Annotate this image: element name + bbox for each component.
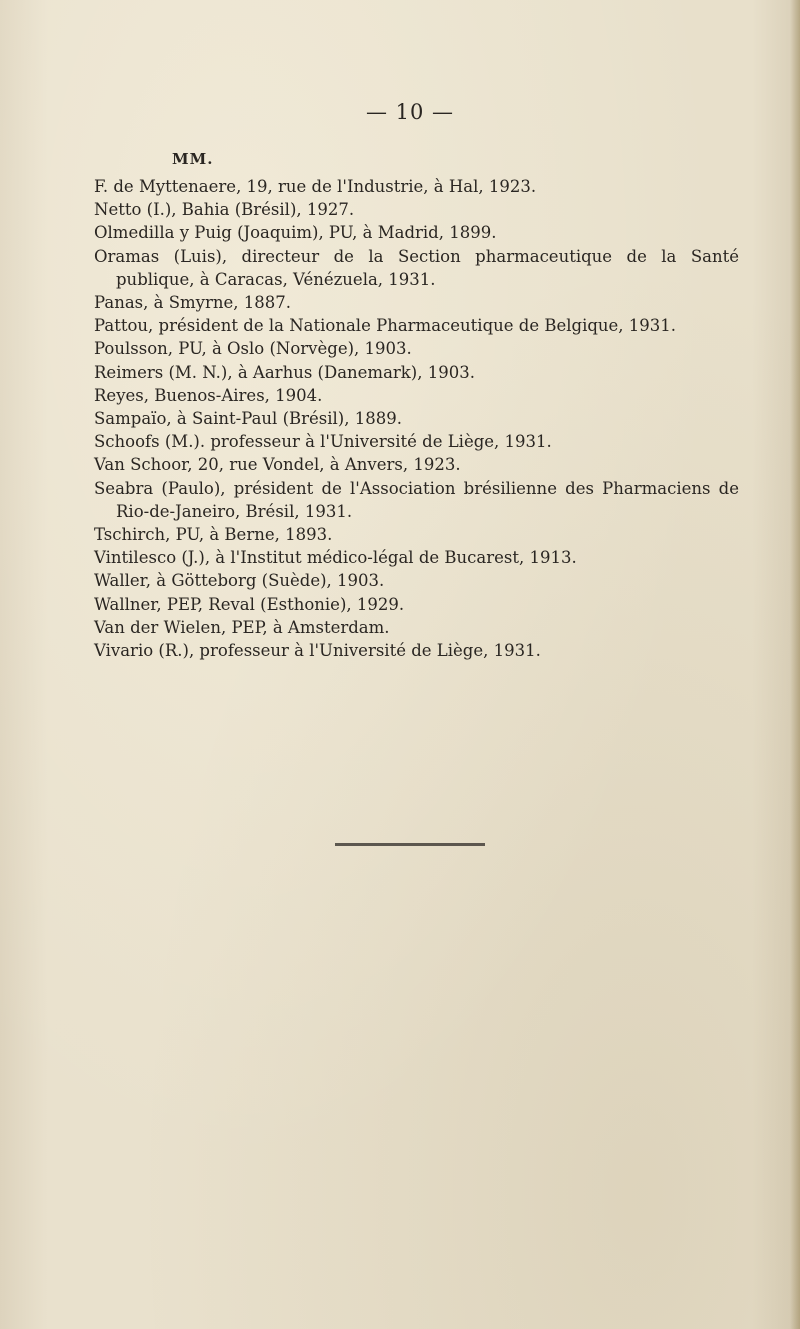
member-list [94, 175, 739, 662]
list-item: Netto (I.), Bahia (Brésil), 1927. [94, 200, 355, 220]
page-number: — 10 — [365, 100, 455, 124]
list-item: Panas, à Smyrne, 1887. [94, 293, 291, 313]
list-item: Poulsson, PU, à Oslo (Norvège), 1903. [94, 339, 412, 359]
list-item: Van der Wielen, PEP, à Amsterdam. [94, 617, 390, 637]
salutation: MM. [172, 150, 214, 168]
list-item: Van Schoor, 20, rue Vondel, à Anvers, 1923. [94, 455, 461, 475]
list-item: F. de Myttenaere, 19, rue de l'Industrie, à Hal, 1923. [94, 177, 537, 196]
list-item: Sampaïo, à Saint-Paul (Brésil), 1889. [94, 409, 402, 429]
list-item: Olmedilla y Puig (Joaquim), PU, à Madrid, 1899. [94, 223, 497, 243]
list-item: Vivario (R.), professeur à l'Université de Liège, 1931. [94, 641, 541, 661]
list-item: Wallner, PEP, Reval (Esthonie), 1929. [94, 594, 405, 614]
list-item: Tschirch, PU, à Berne, 1893. [94, 525, 333, 545]
page-edge-shadow [790, 0, 800, 1329]
list-item: Schoofs (M.). professeur à l'Université de Liège, 1931. [94, 432, 552, 452]
list-item: Seabra (Paulo), président de l'Association brésilienne des Pharmaciens de Rio-de-Janeiro, Brésil, 1931. [94, 478, 739, 521]
list-item: Reimers (M. N.), à Aarhus (Danemark), 1903. [94, 362, 475, 382]
list-item: Oramas (Luis), directeur de la Section pharmaceutique de la Santé publique, à Caracas, Vénézuela, 1931. [94, 246, 739, 289]
list-item: Vintilesco (J.), à l'Institut médico-légal de Bucarest, 1913. [94, 548, 577, 568]
end-rule [335, 843, 485, 846]
list-item: Reyes, Buenos-Aires, 1904. [94, 385, 323, 405]
list-item: Pattou, président de la Nationale Pharmaceutique de Belgique, 1931. [94, 316, 677, 336]
list-item: Waller, à Götteborg (Suède), 1903. [94, 571, 385, 591]
